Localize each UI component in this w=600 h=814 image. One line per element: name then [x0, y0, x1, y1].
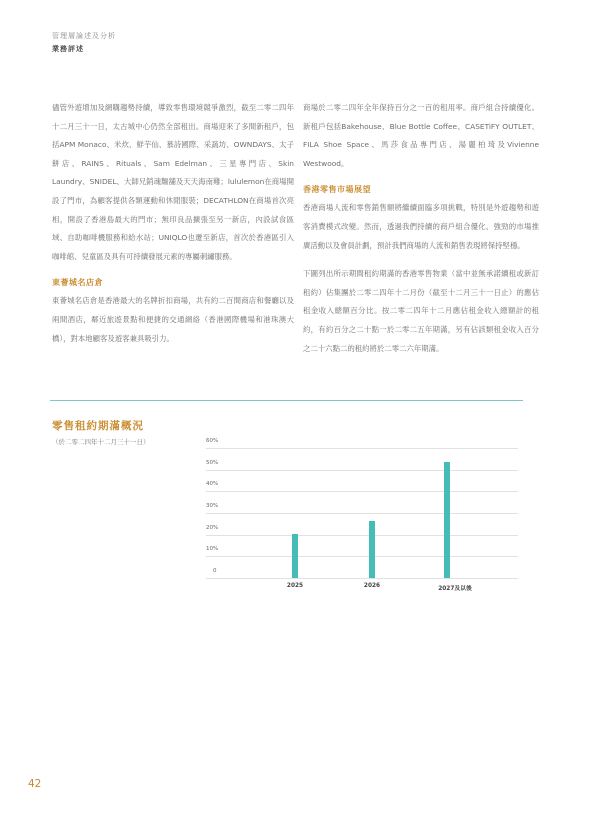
right-paragraph-1: 商場於二零二四年全年保持百分之一百的租用率。商戶組合持續優化。新租戶包括Bakehouse、Blue Bottle Coffee、CASETiFY OUTLET、FILA Shoe Space、馬莎食品專門店、湯麗柏琦及Vivienne Westwood。 — [303, 103, 539, 168]
subsection-title: 業務評述 — [52, 45, 84, 53]
gridline — [206, 513, 518, 514]
y-axis-tick-label: 10% — [206, 546, 219, 553]
outlook-heading: 香港零售市場展望 — [303, 185, 371, 195]
left-column — [52, 99, 294, 348]
x-axis-tick-label: 2025 — [286, 583, 304, 589]
lease-expiry-bar-chart — [200, 440, 520, 600]
y-axis-tick-label: 60% — [206, 438, 219, 444]
section-title: 管理層論述及分析 — [52, 32, 116, 40]
y-axis-tick-label: 20% — [206, 524, 219, 531]
bar-2026 — [369, 521, 375, 578]
chart-title: 零售租約期滿概況 — [52, 420, 144, 432]
x-axis-tick-label: 2026 — [363, 583, 381, 589]
bar-2025 — [292, 534, 298, 578]
x-axis-tick-label: 2027及以後 — [438, 586, 472, 592]
gridline — [206, 470, 518, 471]
left-paragraph-2: 東薈城名店倉是香港最大的名牌折扣商場，共有約二百間商店和餐廳以及兩間酒店，鄰近旅遊景點和便捷的交通網絡（香港國際機場和港珠澳大橋），對本地顧客及遊客兼具吸引力。 — [52, 296, 294, 343]
y-axis-tick-label: 0 — [213, 568, 217, 574]
right-paragraph-2: 香港商場人流和零售銷售額將繼續面臨多項挑戰，特別是外遊趨勢和遊客消費模式改變。然而，透過我們持續的商戶組合優化、強勁的市場推廣活動以及會員計劃，預計我們商場的人流和銷售表現將保持堅穩。 — [303, 203, 539, 250]
left-paragraph-1: 儘管外遊增加及網購趨勢持續，導致零售環境競爭激烈，截至二零二四年十二月三十一日，太古城中心仍然全部租出。商場迎來了多間新租戶，包括APM Monaco、米炊、鮮芋仙、慕詩國際、采蔬坊、OWNDAYS、太子餅店、RAINS、Rituals、Sam Edelman、三星專門店、Skin Laundry、SNIDEL、大師兄銷魂麵舖及天天海南雞；lululemon在商場開設了門市，為顧客提供各類運動和休閒服裝；DECATHLON在商場首次亮相，開設了香港島最大的門市；無印良品擴張至另一新店，內設試食區域、自助咖啡機服務和給水站；UNIQLO也遷至新店，首次於香港區引入咖啡館、兒童區及具有可持續發展元素的專屬刺繡服務。 — [52, 103, 294, 261]
bar-2027及以後 — [444, 462, 450, 578]
gridline — [206, 556, 518, 557]
section-divider — [50, 400, 523, 401]
gridline — [206, 578, 518, 579]
page-number: 42 — [28, 778, 42, 790]
y-axis-tick-label: 50% — [206, 459, 219, 466]
gridline — [206, 448, 518, 449]
gridline — [206, 491, 518, 492]
gridline — [206, 535, 518, 536]
citygate-heading: 東薈城名店倉 — [52, 278, 103, 288]
right-column — [303, 99, 539, 358]
page-header — [52, 31, 116, 55]
right-paragraph-3: 下圖列出所示期間租約期滿的香港零售物業（當中並無承諾續租或新訂租約）佔集團於二零二四年十二月份（截至十二月三十一日止）的應佔租金收入總額百分比。按二零二四年十二月應佔租金收入總額計的租約，有約百分之二十點一於二零二五年期滿，另有佔該類租金收入百分之二十六點二的租約將於二零二六年期滿。 — [303, 269, 539, 353]
y-axis-tick-label: 40% — [206, 481, 219, 488]
y-axis-tick-label: 30% — [206, 503, 219, 509]
chart-subtitle: （於二零二四年十二月三十一日） — [52, 438, 150, 446]
